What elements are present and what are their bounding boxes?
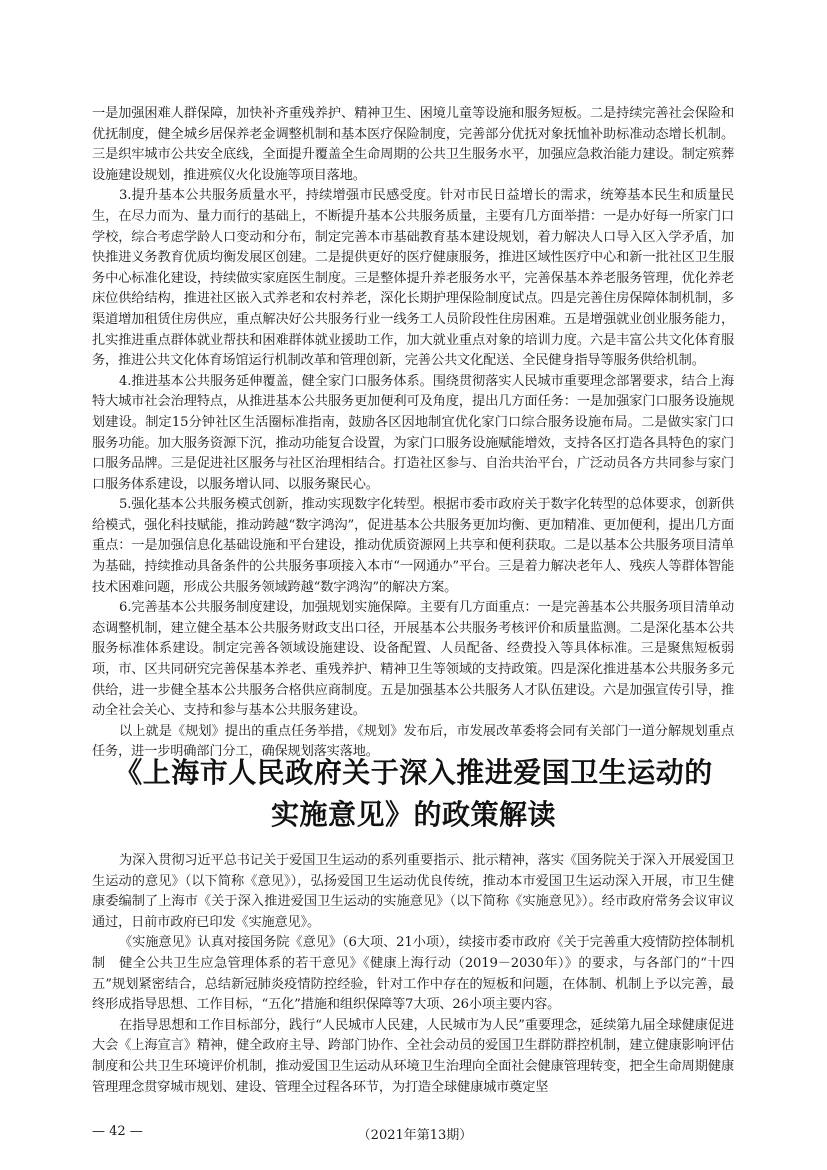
article-title bbox=[60, 752, 767, 836]
paragraph: 在指导思想和工作目标部分，践行“人民城市人民建，人民城市为人民”重要理念，延续第九届全球健康促进大会《上海宣言》精神，健全政府主导、跨部门协作、全社会动员的爱国卫生群防群控机制，建立健康影响评估制度和公共卫生环境评价机制，推动爱国卫生运动从环境卫生治理向全面社会健康管理转变，把全生命周期健康管理理念贯穿城市规划、建设、管理全过程各环节，为打造全球健康城市奠定坚 bbox=[92, 1017, 734, 1095]
paragraph: 《实施意见》认真对接国务院《意见》（6大项、21小项），续接市委市政府《关于完善重大疫情防控体制机制 健全公共卫生应急管理体系的若干意见》《健康上海行动（2019－2030年）》的要求，与各部门的“十四五”规划紧密结合，总结新冠肺炎疫情防控经验，针对工作中存在的短板和问题，在体制、机制上予以完善，最终形成指导思想、工作目标，“五化”措施和组织保障等7大项、26小项主要内容。 bbox=[92, 935, 734, 1013]
paragraph: 6.完善基本公共服务制度建设，加强规划实施保障。主要有几方面重点：一是完善基本公共服务项目清单动态调整机制，建立健全基本公共服务财政支出口径，开展基本公共服务考核评价和质量监测。二是深化基本公共服务标准体系建设。制定完善各领域设施建设、设备配置、人员配备、经费投入等具体标准。三是聚焦短板弱项，市、区共同研究完善保基本养老、重残养护、精神卫生等领域的支持政策。四是深化推进基本公共服务多元供给，进一步健全基本公共服务合格供应商制度。五是加强基本公共服务人才队伍建设。六是加强宣传引导，推动全社会关心、支持和参与基本公共服务建设。 bbox=[92, 600, 734, 719]
paragraph: 5.强化基本公共服务模式创新，推动实现数字化转型。根据市委市政府关于数字化转型的总体要求，创新供给模式，强化科技赋能，推动跨越“数字鸿沟”，促进基本公共服务更加均衡、更加精准、更加便利，提出几方面重点：一是加强信息化基础设施和平台建设，推动优质资源网上共享和便利获取。二是以基本公共服务项目清单为基础，持续推动具备条件的公共服务事项接入本市“一网通办”平台。三是着力解决老年人、残疾人等群体智能技术困难问题，形成公共服务领域跨越“数字鸿沟”的解决方案。 bbox=[92, 497, 734, 595]
paragraph: 以上就是《规划》提出的重点任务举措，《规划》发布后，市发展改革委将会同有关部门一道分解规划重点任务，进一步明确部门分工，确保规划落实落地。 bbox=[92, 723, 734, 760]
section-continued-text bbox=[92, 104, 734, 763]
article-title-line-2: 实施意见》的政策解读 bbox=[270, 798, 556, 831]
paragraph: 4.推进基本公共服务延伸覆盖，健全家门口服务体系。围绕贯彻落实人民城市重要理念部署要求，结合上海特大城市社会治理特点，从推进基本公共服务更加便利可及角度，提出几方面任务：一是加强家门口服务设施规划建设。制定15分钟社区生活圈标准指南，鼓励各区因地制宜优化家门口综合服务设施布局。二是做实家门口服务功能。加大服务资源下沉，推动功能复合设置，为家门口服务设施赋能增效，支持各区打造各具特色的家门口服务品牌。三是促进社区服务与社区治理相结合。打造社区参与、自治共治平台，广泛动员各方共同参与家门口服务体系建设，以服务增认同、以服务聚民心。 bbox=[92, 373, 734, 492]
paragraph: 为深入贯彻习近平总书记关于爱国卫生运动的系列重要指示、批示精神，落实《国务院关于深入开展爱国卫生运动的意见》（以下简称《意见》），弘扬爱国卫生运动优良传统，推动本市爱国卫生运动深入开展，市卫生健康委编制了上海市《关于深入推进爱国卫生运动的实施意见》（以下简称《实施意见》）。经市政府常务会议审议通过，日前市政府已印发《实施意见》。 bbox=[92, 853, 734, 930]
paragraph: 一是加强困难人群保障，加快补齐重残养护、精神卫生、困境儿童等设施和服务短板。二是持续完善社会保险和优抚制度，健全城乡居保养老金调整机制和基本医疗保险制度，完善部分优抚对象抚恤补助标准动态增长机制。三是织牢城市公共安全底线，全面提升覆盖全生命周期的公共卫生服务水平，加强应急救治能力建设。制定殡葬设施建设规划，推进殡仪火化设施等项目落地。 bbox=[92, 106, 734, 183]
paragraph: 3.提升基本公共服务质量水平，持续增强市民感受度。针对市民日益增长的需求，统筹基本民生和质量民生，在尽力而为、量力而行的基础上，不断提升基本公共服务质量，主要有几方面举措：一是办好每一所家门口学校，综合考虑学龄人口变动和分布，制定完善本市基础教育基本建设规划，着力解决人口导入区入学矛盾，加快推进义务教育优质均衡发展区创建。二是提供更好的医疗健康服务，推进区域性医疗中心和新一批社区卫生服务中心标准化建设，持续做实家庭医生制度。三是整体提升养老服务水平，完善保基本养老服务管理，优化养老床位供给结构，推进社区嵌入式养老和农村养老，深化长期护理保险制度试点。四是完善住房保障体制机制，多渠道增加租赁住房供应，重点解决好公共服务行业一线务工人员阶段性住房困难。五是增强就业创业服务能力，扎实推进重点群体就业帮扶和困难群体就业援助工作，加大就业重点对象的培训力度。六是丰富公共文化体育服务，推进公共文化体育场馆运行机制改革和管理创新，完善公共文化配送、全民健身指导等服务供给机制。 bbox=[92, 188, 734, 369]
issue-label: （2021年第13期） bbox=[357, 1128, 473, 1143]
article-title-line-1: 《上海市人民政府关于深入推进爱国卫生运动的 bbox=[114, 756, 713, 789]
article-body bbox=[92, 851, 734, 1098]
page-number: — 42 — bbox=[92, 1124, 143, 1139]
